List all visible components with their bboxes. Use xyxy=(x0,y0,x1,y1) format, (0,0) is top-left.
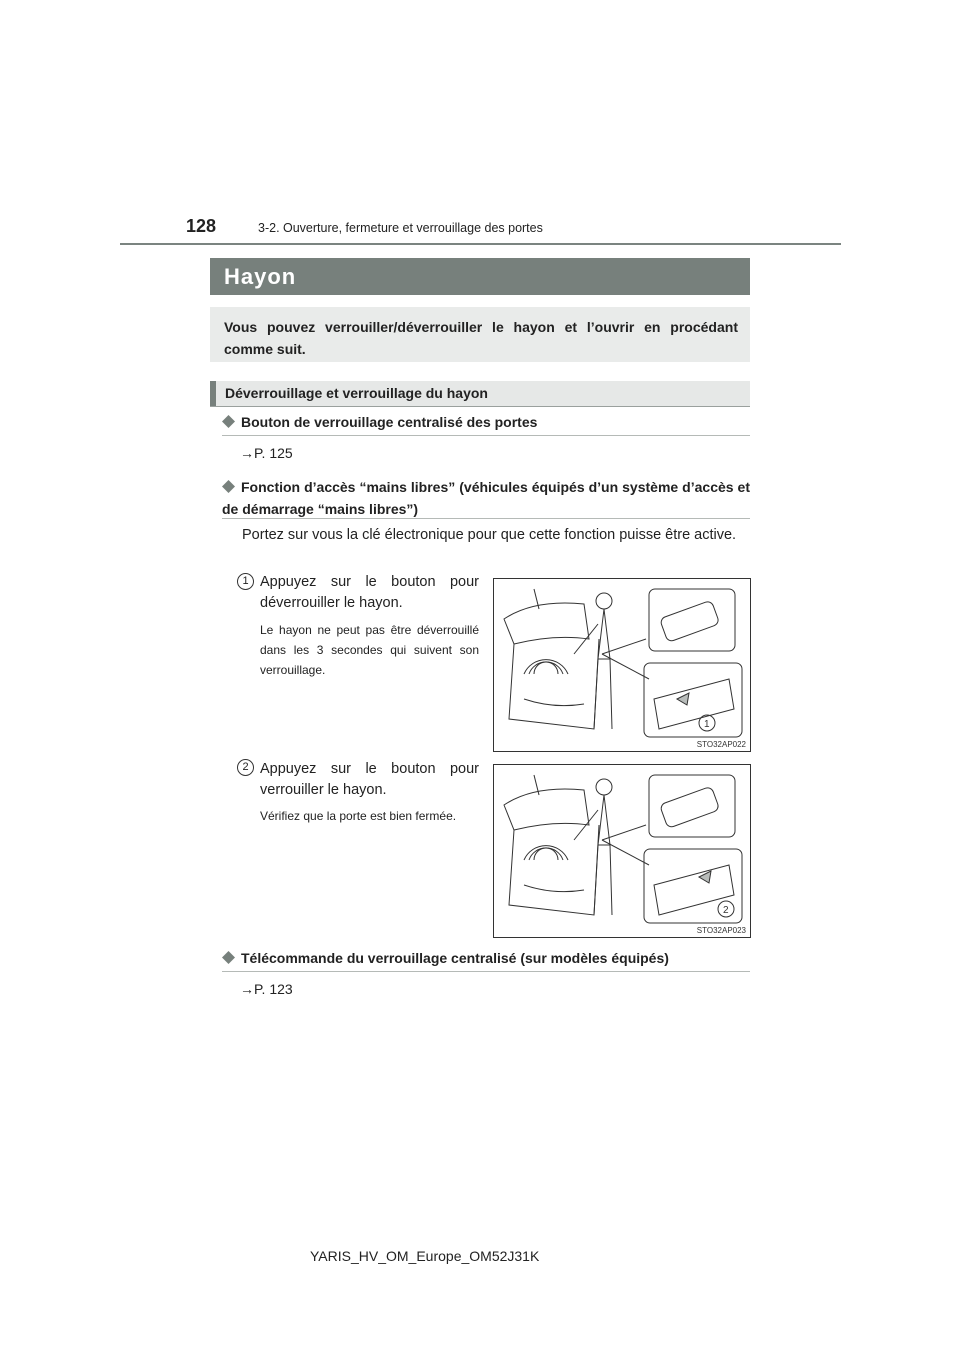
item-central-lock xyxy=(222,414,750,430)
page-reference xyxy=(240,981,293,997)
step-note: Vérifiez que la porte est bien fermée. xyxy=(260,809,457,823)
subheading xyxy=(210,381,750,407)
illustration-unlock xyxy=(493,578,751,752)
arrow-icon: → xyxy=(240,445,254,461)
item-remote-control xyxy=(222,950,750,966)
figure-code: STO32AP023 xyxy=(696,926,746,935)
figure-code: STO32AP022 xyxy=(696,740,746,749)
callout-number: 1 xyxy=(704,719,710,730)
arrow-icon: → xyxy=(240,981,254,997)
item-label: Télécommande du verrouillage centralisé (sur modèles équipés) xyxy=(241,950,669,966)
diamond-bullet-icon xyxy=(222,951,235,964)
step-note: Le hayon ne peut pas être déverrouillé dans les 3 secondes qui suivent son verrouillage. xyxy=(260,623,479,677)
body-paragraph: Portez sur vous la clé électronique pour que cette fonction puisse être active. xyxy=(242,527,737,543)
intro-text: Vous pouvez verrouiller/déverrouiller le hayon et l’ouvrir en procédant comme suit. xyxy=(224,319,738,357)
step-number-1: 1 xyxy=(237,573,254,590)
item-smart-entry xyxy=(222,476,750,520)
diamond-bullet-icon xyxy=(222,415,235,428)
page-reference xyxy=(240,445,293,461)
tailgate-unlock-drawing xyxy=(494,579,750,751)
page-number: 128 xyxy=(186,216,217,236)
section-title: 3-2. Ouverture, fermeture et verrouillage des portes xyxy=(258,221,543,235)
callout-number: 2 xyxy=(723,905,729,916)
diamond-bullet-icon xyxy=(222,480,235,493)
intro-box xyxy=(210,307,750,362)
page-title: Hayon xyxy=(224,264,297,289)
step-number-2: 2 xyxy=(237,759,254,776)
item-divider xyxy=(222,435,750,436)
item-label: Bouton de verrouillage centralisé des portes xyxy=(241,414,538,430)
header-divider xyxy=(120,243,841,245)
item-divider xyxy=(222,971,750,972)
footer-code: YARIS_HV_OM_Europe_OM52J31K xyxy=(310,1248,540,1264)
step-text: Appuyez sur le bouton pour déverrouiller le hayon. xyxy=(260,574,479,611)
page-reference-text: P. 123 xyxy=(254,981,293,997)
item-divider xyxy=(222,518,750,519)
page-reference-text: P. 125 xyxy=(254,445,293,461)
tailgate-lock-drawing xyxy=(494,765,750,937)
subheading-text: Déverrouillage et verrouillage du hayon xyxy=(225,385,488,401)
illustration-lock xyxy=(493,764,751,938)
title-bar xyxy=(210,258,750,295)
subheading-marker xyxy=(210,381,216,406)
item-label: Fonction d’accès “mains libres” (véhicules équipés d’un système d’accès et de démarrage “mains libres”) xyxy=(222,479,750,517)
step-text: Appuyez sur le bouton pour verrouiller le hayon. xyxy=(260,761,479,798)
